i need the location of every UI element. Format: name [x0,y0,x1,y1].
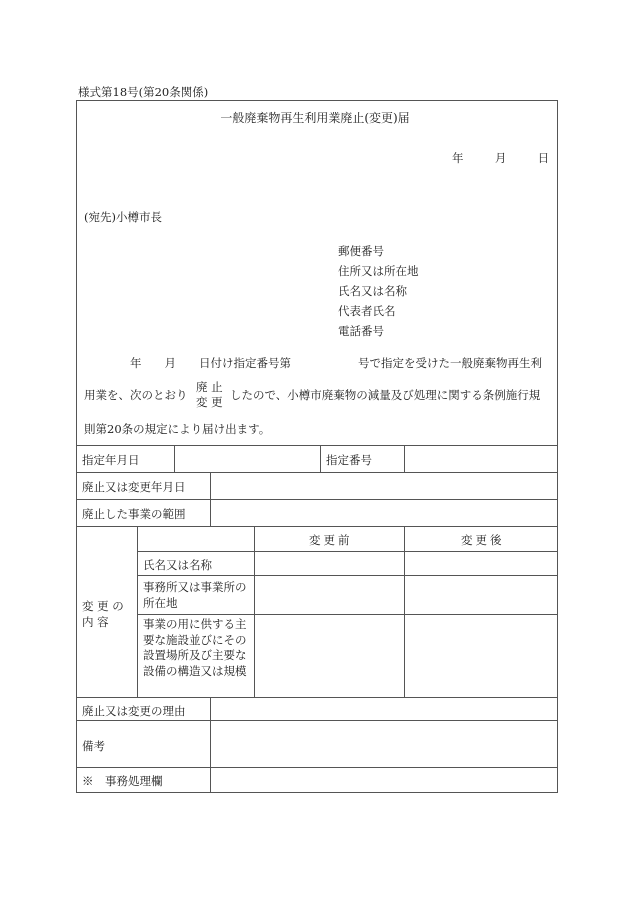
after-change-header: 変更後 [461,533,505,547]
change-row-name: 氏名又は名称 [143,558,212,572]
form-number: 様式第18号(第20条関係) [78,85,209,99]
table-rule [210,697,211,793]
abolish-change-choice [196,380,223,410]
table-rule [76,472,558,473]
designation-number-label: 指定番号 [326,453,372,467]
table-rule [76,720,558,721]
change-row-facilities: 事業の用に供する主要な施設並びにその設置場所及び主要な設備の構造又は規模 [143,617,247,678]
table-rule [174,445,175,472]
body-text-line1: 号で指定を受けた一般廃棄物再生利 [358,356,542,370]
remarks-label: 備考 [82,739,105,753]
choice-change: 変 更 [196,395,223,409]
address-label: 住所又は所在地 [338,264,419,278]
table-rule [76,499,558,500]
table-rule [137,575,558,576]
representative-label: 代表者氏名 [338,304,396,318]
table-rule [76,526,558,527]
choice-abolish: 廃 止 [196,380,223,394]
phone-label: 電話番号 [338,324,384,338]
body-text-line2-start: 用業を、次のとおり [84,388,188,402]
table-rule [320,445,321,472]
change-row-office-location: 事務所又は事業所の所在地 [143,580,247,610]
date-month-label: 月 [494,151,507,165]
table-rule [404,526,405,697]
postal-code-label: 郵便番号 [338,244,384,258]
body-date-text: 年 月 日付け指定番号第 [130,356,291,370]
table-rule [76,445,558,446]
table-rule [76,697,558,698]
body-text-line3: 則第20条の規定により届け出ます。 [84,422,271,436]
form-title: 一般廃棄物再生利用業廃止(変更)届 [220,111,410,125]
table-rule [254,526,255,697]
reason-label: 廃止又は変更の理由 [82,704,186,718]
change-content-label-1: 変 更 の [82,599,124,613]
table-rule [137,551,558,552]
name-label: 氏名又は名称 [338,284,407,298]
addressee: (宛先)小樽市長 [84,210,162,224]
designation-date-label: 指定年月日 [82,453,140,467]
table-rule [137,526,138,697]
change-content-label-2: 内 容 [82,615,109,629]
body-text-line2-end: したので、小樽市廃棄物の減量及び処理に関する条例施行規 [230,388,541,402]
submission-date [452,150,549,166]
form-frame [76,100,558,793]
table-rule [76,767,558,768]
table-rule [404,445,405,472]
before-change-header: 変更前 [309,533,353,547]
abolition-date-label: 廃止又は変更年月日 [82,480,186,494]
office-use-label: ※ 事務処理欄 [82,774,163,788]
abolished-scope-label: 廃止した事業の範囲 [82,507,186,521]
table-rule [210,472,211,526]
date-day-label: 日 [537,151,550,165]
table-rule [137,614,558,615]
date-year-label: 年 [452,151,464,165]
